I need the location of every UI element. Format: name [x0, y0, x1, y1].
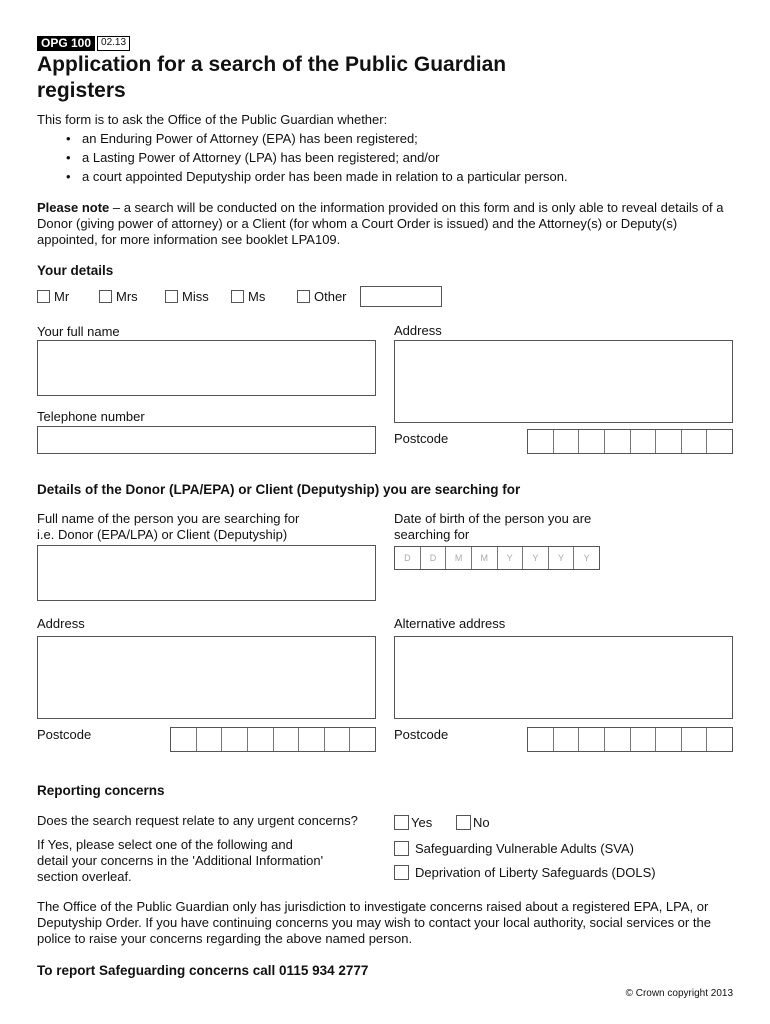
title-other-input[interactable] — [360, 286, 442, 307]
dob-cell: D — [421, 547, 447, 569]
dob-cell: Y — [523, 547, 549, 569]
title-miss-checkbox[interactable] — [165, 290, 178, 303]
bullet-item: • a Lasting Power of Attorney (LPA) has been registered; and/or — [66, 148, 568, 167]
donor-name-label-line2: i.e. Donor (EPA/LPA) or Client (Deputyship) — [37, 527, 288, 542]
title-ms-label: Ms — [248, 289, 266, 304]
form-code-badge — [37, 36, 130, 51]
safeguarding-call: To report Safeguarding concerns call 0115 934 2777 — [37, 963, 369, 978]
dob-cell: Y — [498, 547, 524, 569]
dob-cell: M — [446, 547, 472, 569]
donor-name-label — [37, 511, 299, 543]
donor-name-label-line1: Full name of the person you are searching for — [37, 511, 300, 526]
concerns-instruction — [37, 837, 323, 885]
dob-cell: Y — [549, 547, 575, 569]
donor-name-input[interactable] — [37, 545, 376, 601]
alt-address-input[interactable] — [394, 636, 733, 719]
alt-postcode-input[interactable] — [527, 727, 733, 752]
donor-postcode-label: Postcode — [37, 727, 92, 742]
alt-postcode-label: Postcode — [394, 727, 449, 742]
donor-postcode-input[interactable] — [170, 727, 376, 752]
telephone-input[interactable] — [37, 426, 376, 454]
address-label: Address — [394, 323, 442, 338]
postcode-label: Postcode — [394, 431, 449, 446]
donor-heading: Details of the Donor (LPA/EPA) or Client (Deputyship) you are searching for — [37, 482, 521, 497]
form-code: OPG 100 — [37, 36, 95, 51]
intro-bullets — [66, 129, 568, 186]
concerns-yes-label: Yes — [411, 815, 433, 830]
intro-lead: This form is to ask the Office of the Public Guardian whether: — [37, 112, 388, 127]
dols-label: Deprivation of Liberty Safeguards (DOLS) — [415, 865, 656, 880]
title-mrs-checkbox[interactable] — [99, 290, 112, 303]
page-title: Application for a search of the Public Guardian registers — [37, 53, 507, 102]
donor-address-label: Address — [37, 616, 85, 631]
note-bold: Please note — [37, 200, 110, 215]
title-ms-checkbox[interactable] — [231, 290, 244, 303]
copyright: © Crown copyright 2013 — [625, 988, 733, 999]
dob-cell: M — [472, 547, 498, 569]
title-mr-label: Mr — [54, 289, 70, 304]
dob-cell: Y — [583, 553, 590, 563]
please-note — [37, 200, 737, 248]
title-other-label: Other — [314, 289, 347, 304]
title-other-checkbox[interactable] — [297, 290, 310, 303]
dob-cell: D — [395, 547, 421, 569]
alt-address-label: Alternative address — [394, 616, 506, 631]
dob-label-line2: searching for — [394, 527, 470, 542]
sva-label: Safeguarding Vulnerable Adults (SVA) — [415, 841, 634, 856]
title-mr-checkbox[interactable] — [37, 290, 50, 303]
bullet-item: • an Enduring Power of Attorney (EPA) has been registered; — [66, 129, 568, 148]
dob-label — [394, 511, 591, 543]
title-mrs-label: Mrs — [116, 289, 138, 304]
donor-address-input[interactable] — [37, 636, 376, 719]
full-name-input[interactable] — [37, 340, 376, 396]
concerns-no-checkbox[interactable] — [456, 815, 471, 830]
sva-checkbox[interactable] — [394, 841, 409, 856]
address-input[interactable] — [394, 340, 733, 423]
note-text: – a search will be conducted on the information provided on this form and is only able to reveal details of a Donor (giving power of attorney) or a Client (for whom a Court Order is issued) and the Attorney(s) or Deputy(s) appointed, for more information see booklet LPA109. — [37, 200, 724, 247]
jurisdiction-text: The Office of the Public Guardian only has jurisdiction to investigate concerns raised about a registered EPA, LPA, or Deputyship Order. If you have continuing concerns you may wish to contact your local authority, social services or the police to raise your concerns regarding the above named person. — [37, 899, 711, 946]
concerns-yes-checkbox[interactable] — [394, 815, 409, 830]
concerns-heading: Reporting concerns — [37, 783, 165, 798]
postcode-input[interactable] — [527, 429, 733, 454]
title-miss-label: Miss — [182, 289, 209, 304]
telephone-label: Telephone number — [37, 409, 145, 424]
concerns-no-label: No — [473, 815, 490, 830]
concerns-instruction-line2: detail your concerns in the 'Additional Information' — [37, 853, 324, 868]
concerns-instruction-line3: section overleaf. — [37, 869, 132, 884]
concerns-instruction-line1: If Yes, please select one of the following and — [37, 837, 293, 852]
full-name-label: Your full name — [37, 324, 120, 339]
dob-input[interactable] — [394, 546, 600, 570]
dob-label-line1: Date of birth of the person you are — [394, 511, 592, 526]
form-version: 02.13 — [97, 36, 130, 51]
bullet-item: • a court appointed Deputyship order has been made in relation to a particular person. — [66, 167, 568, 186]
dols-checkbox[interactable] — [394, 865, 409, 880]
concerns-question: Does the search request relate to any urgent concerns? — [37, 813, 358, 828]
your-details-heading: Your details — [37, 263, 114, 278]
